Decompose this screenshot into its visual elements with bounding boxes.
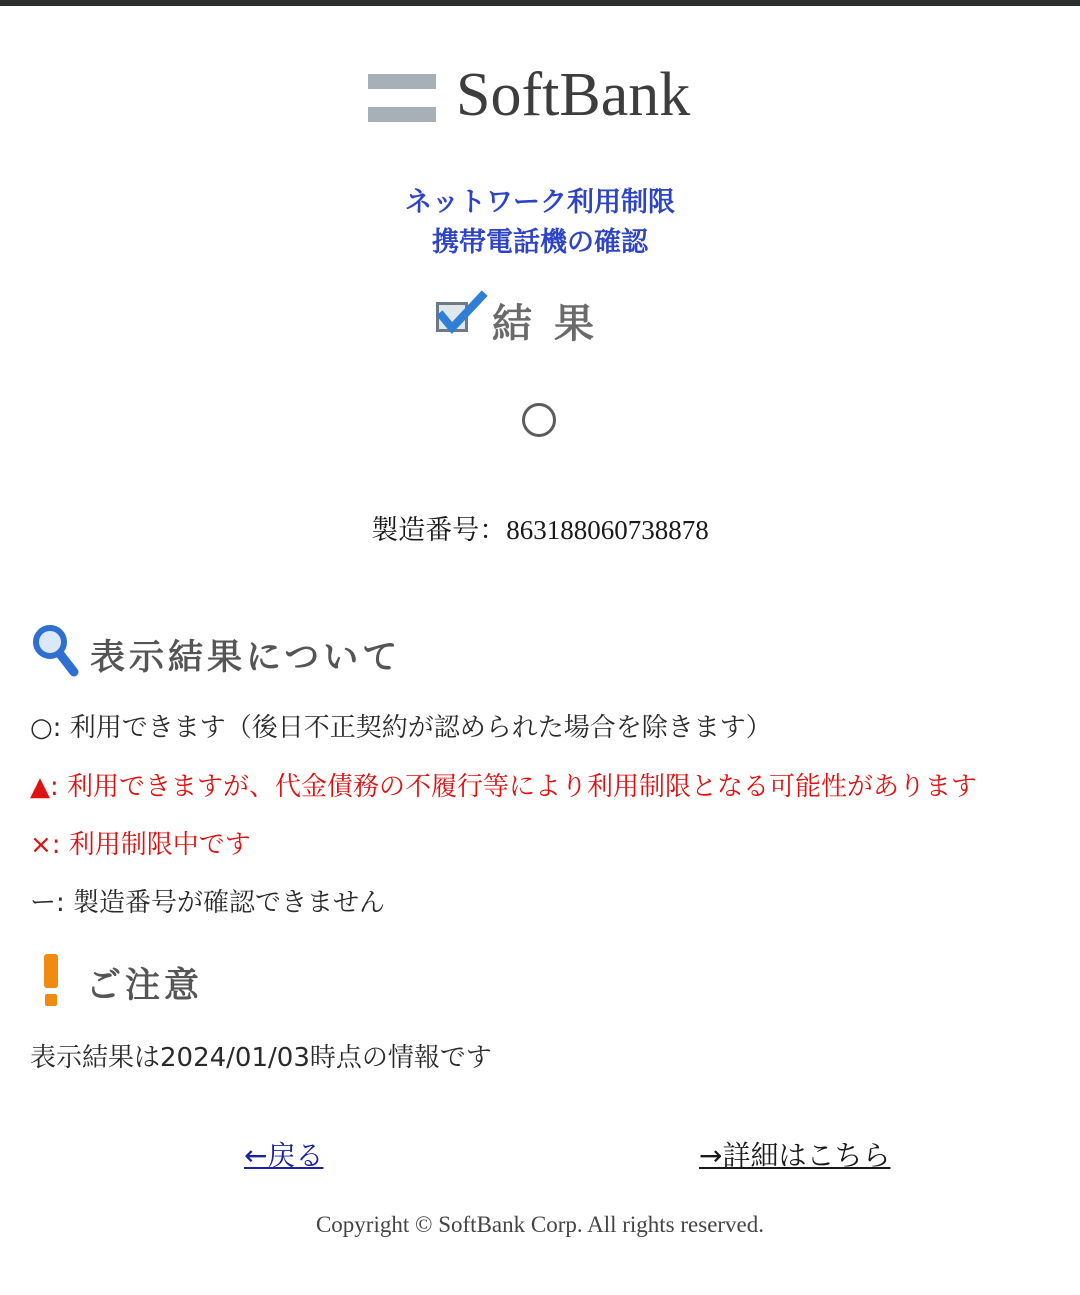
back-link[interactable]: ←戻る (244, 1139, 324, 1172)
exclamation-icon (38, 954, 66, 1006)
section-about-title: 表示結果について (90, 638, 402, 678)
result-label (434, 290, 616, 347)
page-title-line2: 携帯電話機の確認 (432, 227, 648, 258)
legend-ok: ○: 利用できます（後日不正契約が認められた場合を除きます） (30, 713, 772, 743)
section-note (30, 950, 290, 1010)
copyright: Copyright © SoftBank Corp. All rights reserved. (315, 1212, 765, 1237)
checkmark-icon (434, 290, 488, 340)
status-bar (0, 0, 1080, 6)
softbank-logo (368, 61, 718, 129)
details-link[interactable]: →詳細はこちら (699, 1139, 891, 1172)
section-note-title: ご注意 (86, 966, 204, 1006)
legend-unknown: ー: 製造番号が確認できません (30, 888, 386, 918)
section-about-results (30, 622, 450, 682)
magnifier-icon (30, 622, 80, 678)
page-title-line1: ネットワーク利用制限 (405, 187, 675, 218)
serial-number: 製造番号：863188060738878 (371, 515, 709, 545)
legend-warning: ▲: 利用できますが、代金債務の不履行等により利用制限となる可能性があります (30, 772, 978, 802)
logo-bar-top (368, 74, 436, 89)
logo-text: SoftBank (456, 61, 691, 129)
result-label-text: 結果 (492, 301, 616, 347)
page-title (0, 183, 1080, 263)
logo-bar-bottom (368, 107, 436, 122)
note-text: 表示結果は2024/01/03時点の情報です (30, 1043, 492, 1073)
result-circle-icon (522, 403, 556, 437)
legend-restricted: ×: 利用制限中です (30, 830, 251, 860)
